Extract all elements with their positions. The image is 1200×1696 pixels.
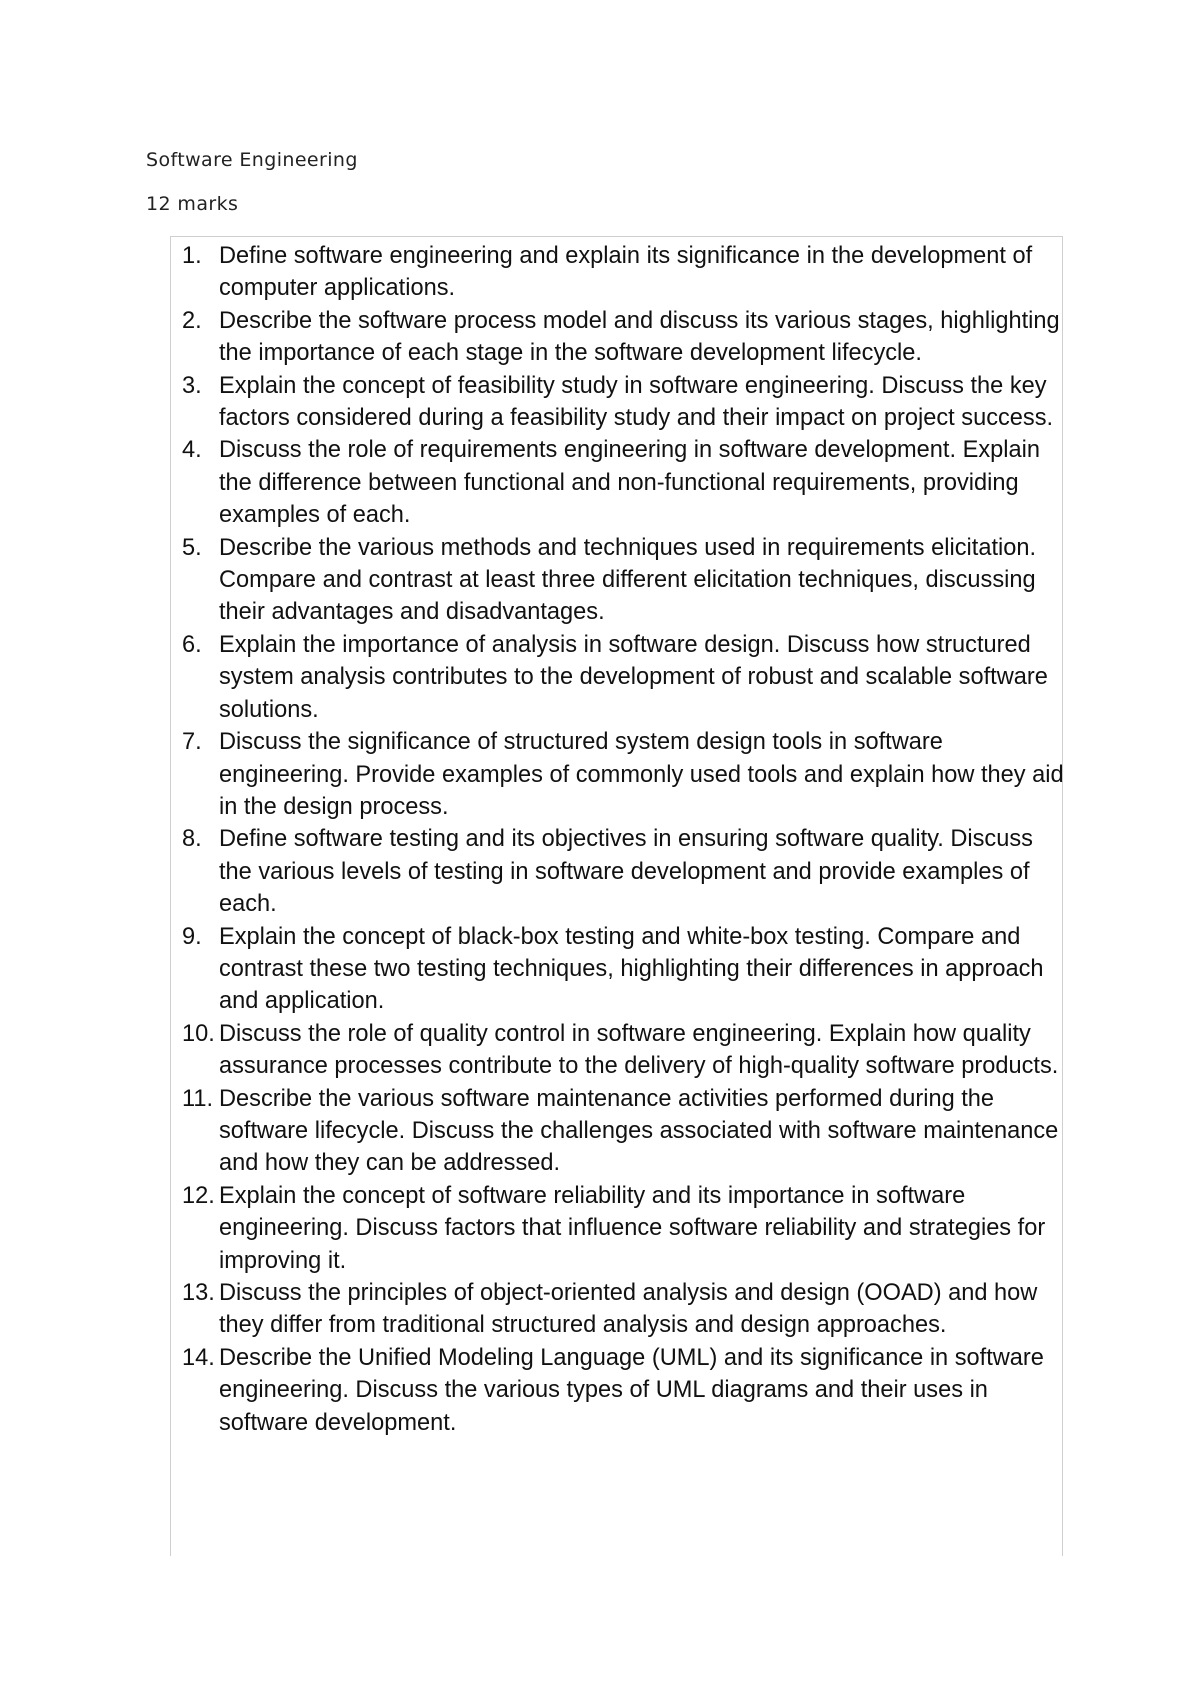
question-text: Describe the software process model and discuss its various stages, highlighting the importance of each stage in the software development lifecycle. [219,307,1060,367]
question-item [170,726,1066,823]
question-number: 12. [182,1182,215,1209]
question-number: 14. [182,1344,215,1371]
question-text: Explain the concept of software reliability and its importance in software engineering. Discuss factors that influence software reliability and strategies for improving it. [219,1182,1046,1274]
question-text: Explain the concept of feasibility study in software engineering. Discuss the key factors considered during a feasibility study and their impact on project success. [219,372,1054,432]
question-text: Define software testing and its objectives in ensuring software quality. Discuss the various levels of testing in software development and provide examples of each. [219,826,1033,918]
question-item [170,629,1066,726]
question-number: 5. [182,534,202,561]
question-item [170,1083,1066,1180]
question-number: 13. [182,1280,215,1306]
question-text: Define software engineering and explain its significance in the development of computer applications. [219,243,1033,302]
question-number: 4. [182,437,202,464]
question-text: Describe the Unified Modeling Language (UML) and its significance in software engineering. Discuss the various types of UML diagrams and their uses in software development. [219,1344,1044,1436]
document-title: Software Engineering [146,149,358,171]
question-text: Discuss the role of quality control in software engineering. Explain how quality assurance processes contribute to the delivery of high-quality software products. [219,1020,1059,1080]
marks-label: 12 marks [146,193,239,215]
question-number: 6. [182,631,202,658]
question-number: 9. [182,923,202,950]
question-number: 7. [182,729,202,756]
question-item [170,1277,1066,1342]
question-item [170,1342,1066,1439]
question-text: Describe the various software maintenance activities performed during the software lifecycle. Discuss the challenges associated with software maintenance and how they can be addressed. [219,1085,1059,1177]
question-number: 1. [182,243,202,269]
question-item [170,921,1066,1018]
question-text: Discuss the significance of structured system design tools in software engineering. Provide examples of commonly used tools and explain how they aid in the design process. [219,729,1064,820]
question-text: Explain the concept of black-box testing and white-box testing. Compare and contrast these two testing techniques, highlighting their differences in approach and application. [219,923,1044,1015]
question-text: Explain the importance of analysis in software design. Discuss how structured system analysis contributes to the development of robust and scalable software solutions. [219,631,1048,723]
question-item [170,1018,1066,1083]
question-item [170,240,1066,305]
question-item [170,1180,1066,1277]
question-item [170,305,1066,370]
question-text: Discuss the role of requirements engineering in software development. Explain the difference between functional and non-functional requirements, providing examples of each. [219,437,1040,529]
question-item [170,532,1066,629]
question-number: 2. [182,307,202,334]
question-item [170,823,1066,920]
question-item [170,434,1066,531]
question-item [170,370,1066,435]
question-text: Describe the various methods and techniques used in requirements elicitation. Compare and contrast at least three different elicitation techniques, discussing their advantages and disadvantages. [219,534,1037,626]
question-list [170,240,1066,1439]
question-text: Discuss the principles of object-oriented analysis and design (OOAD) and how they differ from traditional structured analysis and design approaches. [219,1280,1038,1339]
question-number: 8. [182,826,202,853]
question-number: 10. [182,1020,215,1047]
question-number: 11. [182,1085,214,1112]
question-number: 3. [182,372,202,399]
